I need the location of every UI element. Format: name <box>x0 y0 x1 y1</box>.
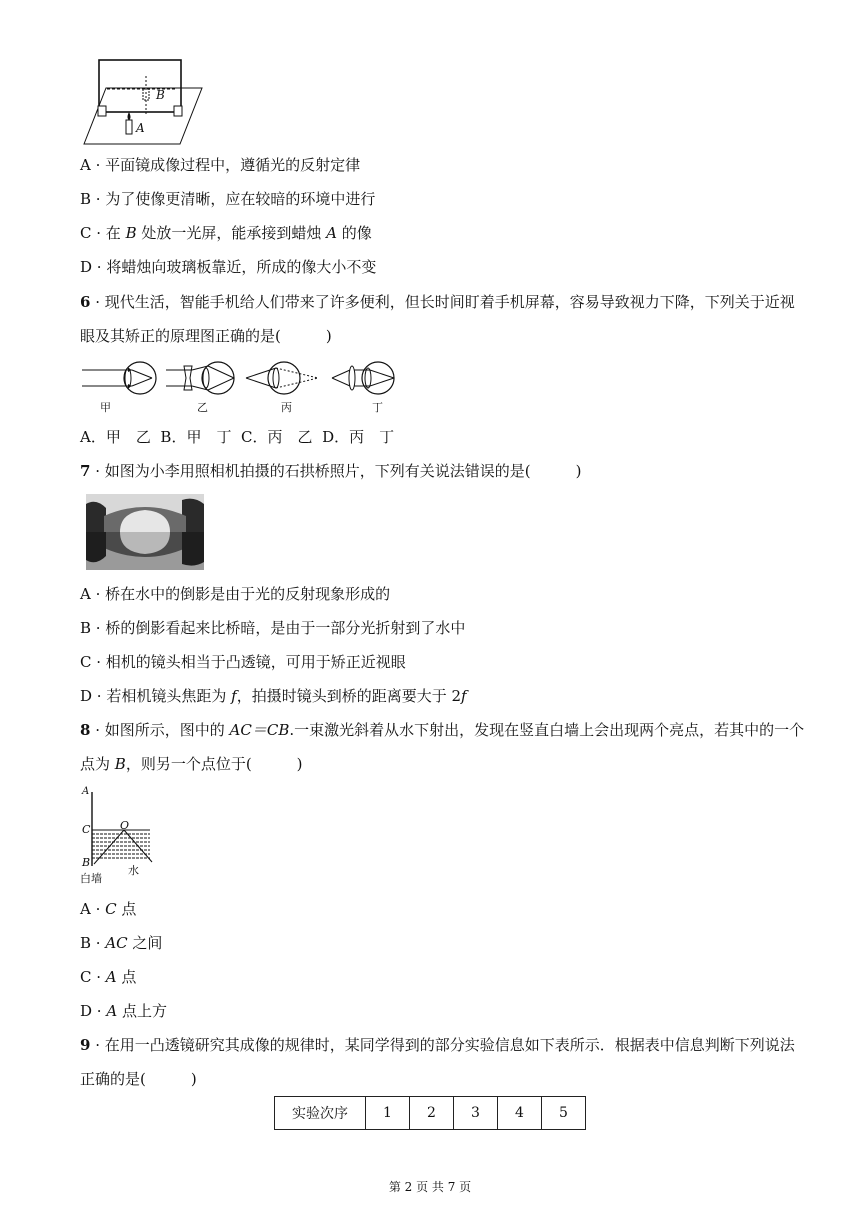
option-5b: B · 为了使像更清晰，应在较暗的环境中进行 <box>80 190 376 208</box>
option-7a: A · 桥在水中的倒影是由于光的反射现象形成的 <box>80 585 391 603</box>
table-cell: 5 <box>542 1097 586 1130</box>
table-cell: 4 <box>498 1097 542 1130</box>
page-footer: 第 2 页 共 7 页 <box>388 1180 472 1194</box>
option-8a: A · C 点 <box>80 900 137 918</box>
option-7b: B · 桥的倒影看起来比桥暗，是由于一部分光折射到了水中 <box>80 619 466 637</box>
caption-yi: 乙 <box>197 401 208 414</box>
option-5c: C · 在 B 处放一光屏，能承接到蜡烛 A 的像 <box>80 224 372 242</box>
figure-label-b: B <box>82 856 91 869</box>
figure-label-b: B <box>156 88 165 102</box>
water-label: 水 <box>128 864 139 877</box>
eye-diagrams <box>80 360 420 408</box>
table-header-cell: 实验次序 <box>275 1097 366 1130</box>
caption-jia: 甲 <box>100 401 111 414</box>
question-6-text: 6 · 现代生活，智能手机给人们带来了许多便利，但长时间盯着手机屏幕，容易导致视力下降，下列关于近视 <box>80 293 795 311</box>
table-cell: 1 <box>366 1097 410 1130</box>
experiment-table <box>274 1096 586 1130</box>
option-7d: D · 若相机镜头焦距为 f，拍摄时镜头到桥的距离要大于 2f <box>80 687 467 705</box>
question-9-text-cont: 正确的是( ) <box>80 1070 197 1088</box>
option-7c: C · 相机的镜头相当于凸透镜，可用于矫正近视眼 <box>80 653 406 671</box>
caption-ding: 丁 <box>372 401 383 414</box>
figure-label-c: C <box>82 823 91 836</box>
table-cell: 2 <box>410 1097 454 1130</box>
figure-label-o: O <box>120 819 130 832</box>
question-8-text-cont: 点为 B，则另一个点位于( ) <box>80 755 303 773</box>
question-7-text: 7 · 如图为小李用照相机拍摄的石拱桥照片，下列有关说法错误的是( ) <box>80 462 582 480</box>
option-5d: D · 将蜡烛向玻璃板靠近，所成的像大小不变 <box>80 258 377 276</box>
option-8d: D · A 点上方 <box>80 1002 167 1020</box>
figure-label-a: A <box>82 786 90 797</box>
caption-bing: 丙 <box>281 401 292 414</box>
option-8b: B · AC 之间 <box>80 934 163 952</box>
bridge-photo <box>86 494 204 570</box>
question-8-text: 8 · 如图所示，图中的 AC＝CB.一束激光斜着从水下射出，发现在竖直白墙上会出现两个亮点，若其中的一个 <box>80 721 805 739</box>
wall-label: 白墙 <box>80 872 102 885</box>
table-cell: 3 <box>454 1097 498 1130</box>
question-6-text-cont: 眼及其矫正的原理图正确的是( ) <box>80 327 332 345</box>
question-6-options: A．甲 乙 B．甲 丁 C．丙 乙 D．丙 丁 <box>80 428 395 446</box>
table-row <box>275 1097 586 1130</box>
question-9-text: 9 · 在用一凸透镜研究其成像的规律时，某同学得到的部分实验信息如下表所示．根据表中信息判断下列说法 <box>80 1036 795 1054</box>
figure-label-a: A <box>136 121 145 135</box>
option-8c: C · A 点 <box>80 968 137 986</box>
option-5a: A · 平面镜成像过程中，遵循光的反射定律 <box>80 156 361 174</box>
laser-water-figure <box>80 788 170 876</box>
